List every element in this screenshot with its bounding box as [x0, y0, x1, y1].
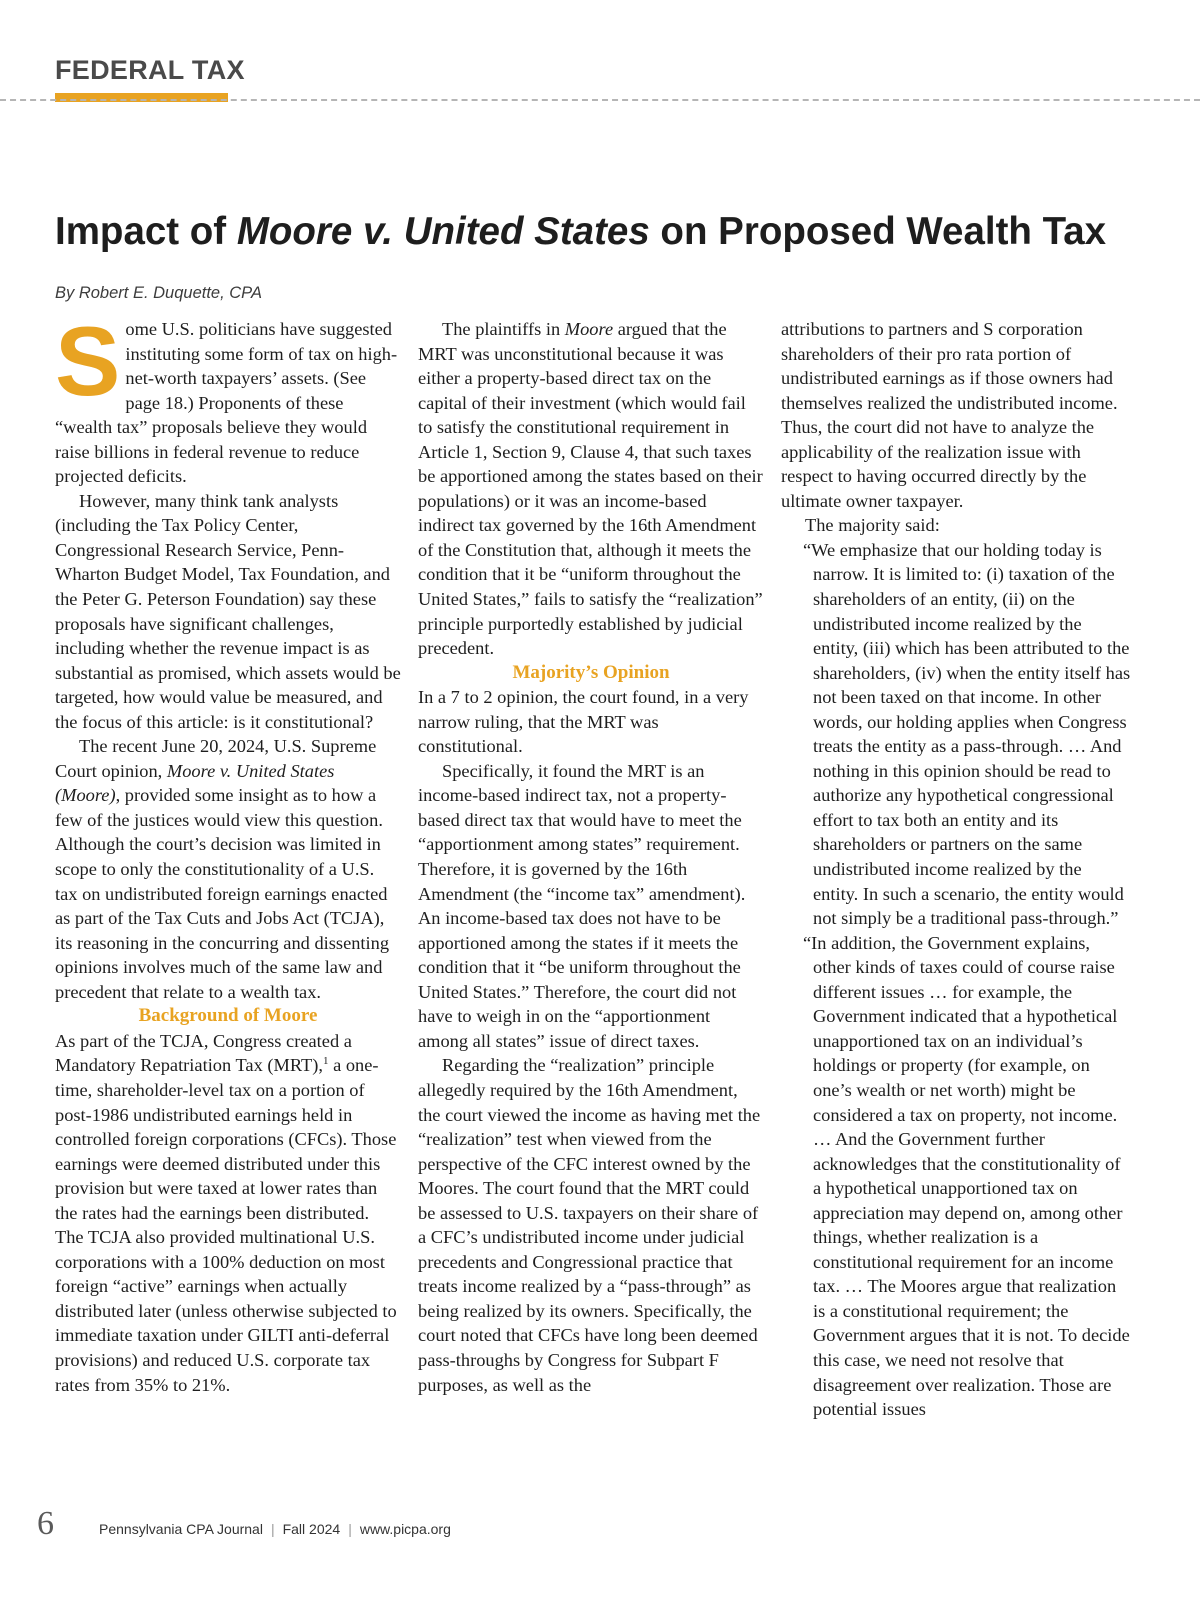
paragraph: However, many think tank analysts (including the Tax Policy Center, Congressional Research Service, Penn-Wharton Budget Model, Tax Foundation, and the Peter G. Peterson Foundation) say these proposals have significant challenges, including whether the revenue impact is as substantial as promised, which assets would be targeted, how would value be measured, and the focus of this article: is it constitutional? [55, 490, 401, 732]
column-1 [55, 306, 401, 1397]
paragraph [55, 1029, 401, 1397]
issue-date: Fall 2024 [282, 1521, 341, 1537]
footnote-ref[interactable]: 1 [322, 1055, 329, 1068]
drop-cap: S [55, 306, 121, 416]
paragraph [55, 306, 401, 489]
article-title [55, 210, 1165, 254]
paragraph-text: As part of the TCJA, Congress created a Mandatory Repatriation Tax (MRT), [55, 1030, 352, 1076]
subheading-background: Background of Moore [138, 1005, 318, 1027]
title-part-a: Impact of [55, 210, 237, 253]
paragraph-text: The recent June 20, 2024, U.S. Supreme Court opinion, [55, 736, 377, 781]
website-link[interactable]: www.picpa.org [359, 1521, 451, 1537]
paragraph-text: , provided some insight as to how a few of the justices would view this question. Although the court’s decision was limited in scope to only the constitutionality of a U.S. tax on undistributed foreign earnings enacted as part of the Tax Cuts and Jobs Act (TCJA), its reasoning in the concurring and dissenting opinions involves much of the same law and precedent that relate to a wealth tax. [55, 785, 390, 1002]
footer-separator: | [270, 1521, 275, 1537]
paragraph: In a 7 to 2 opinion, the court found, in a very narrow ruling, that the MRT was constitutional. [418, 687, 749, 757]
paragraph: attributions to partners and S corporation shareholders of their pro rata portion of undistributed earnings as if those owners had themselves realized the undistributed income. Thus, the court did not have to analyze the applicability of the realization issue with respect to having occurred directly by the ultimate owner taxpayer. [781, 319, 1118, 511]
byline: By Robert E. Duquette, CPA [55, 284, 262, 302]
paragraph [55, 734, 401, 1004]
dashed-divider [0, 99, 1200, 101]
paragraph-text: ome U.S. politicians have suggested instituting some form of tax on high-net-worth taxpayers’ assets. (See page 18.) Proponents of these “wealth tax” proposals believe they would raise billions in federal revenue to reduce projected deficits. [55, 319, 398, 487]
paragraph: Regarding the “realization” principle allegedly required by the 16th Amendment, the court viewed the income as having met the “realization” test when viewed from the perspective of the CFC interest owned by the Moores. The court found that the MRT could be assessed to U.S. taxpayers on their share of a CFC’s undistributed income under judicial precedents and Congressional practice that treats income realized by a “pass-through” as being realized by its owners. Specifically, the court noted that CFCs have long been deemed pass-throughs by Congress for Subpart F purposes, as well as the [418, 1055, 761, 1395]
title-part-c: on Proposed Wealth Tax [649, 210, 1107, 253]
page-number: 6 [37, 1505, 54, 1542]
column-2 [418, 317, 764, 1397]
footer-separator: | [348, 1521, 352, 1537]
paragraph-text: a one-time, shareholder-level tax on a portion of post-1986 undistributed earnings held in controlled foreign corporations (CFCs). Those earnings were deemed distributed under this provision but were taxed at lower rates than the rates had the earnings been distributed. The TCJA also provided multinational U.S. corporations with a 100% deduction on most foreign “active” earnings when actually distributed later (unless otherwise subjected to immediate taxation under GILTI anti-deferral provisions) and reduced U.S. corporate tax rates from 35% to 21%. [55, 1055, 397, 1395]
journal-name: Pennsylvania CPA Journal [99, 1521, 263, 1537]
block-quote: “We emphasize that our holding today is narrow. It is limited to: (i) taxation of the shareholders of an entity, (ii) on the undistributed income realized by the entity, (iii) which has been attributed to the shareholders, (iv) when the entity itself has not been taxed on that income. In other words, our holding applies when Congress treats the entity as a pass-through. … And nothing in this opinion should be read to authorize any hypothetical congressional effort to tax both an entity and its shareholders or partners on the same undistributed income realized by the entity. In such a scenario, the entity would not simply be a traditional pass-through.” [803, 539, 1131, 929]
paragraph-text: argued that the MRT was unconstitutional because it was either a property-based direct tax on the capital of their investment (which would fail to satisfy the constitutional requirement in Article 1, Section 9, Clause 4, that such taxes be apportioned among the states based on their populations) or it was an income-based indirect tax governed by the 16th Amendment of the Constitution that, although it meets the condition that it be “uniform throughout the United States,” fails to satisfy the “realization” principle purportedly established by judicial precedent. [418, 319, 763, 659]
title-part-case: Moore v. United States [236, 210, 650, 253]
case-name: Moore [564, 319, 614, 339]
block-quote: “In addition, the Government explains, other kinds of taxes could of course raise different issues … for example, the Government indicated that a hypothetical unapportioned tax on an individual’s holdings or property (for example, on one’s wealth or net worth) might be considered a tax on property, not income. … And the Government further acknowledges that the constitutionality of a hypothetical unapportioned tax on appreciation may depend on, among other things, whether realization is a constitutional requirement for an income tax. … The Moores argue that realization is a constitutional requirement; the Government argues that it is not. To decide this case, we need not resolve that disagreement over realization. Those are potential issues [803, 932, 1130, 1420]
paragraph: The majority said: [805, 515, 940, 536]
column-3 [781, 317, 1131, 1422]
paragraph-text: The plaintiffs in [442, 319, 565, 339]
page-footer [37, 1505, 451, 1543]
subheading-majority: Majority’s Opinion [512, 661, 670, 683]
paragraph [418, 317, 764, 661]
paragraph: Specifically, it found the MRT is an income-based indirect tax, not a property-based direct tax that would have to meet the “apportionment among states” requirement. Therefore, it is governed by the 16th Amendment (the “income tax” amendment). An income-based tax does not have to be apportioned among the states if it meets the condition that it “be uniform throughout the United States.” Therefore, the court did not have to weigh in on the “apportionment among all states” issue of direct taxes. [418, 760, 746, 1051]
case-name: Moore v. United States (Moore) [55, 760, 335, 806]
section-label: FEDERAL TAX [55, 55, 245, 85]
